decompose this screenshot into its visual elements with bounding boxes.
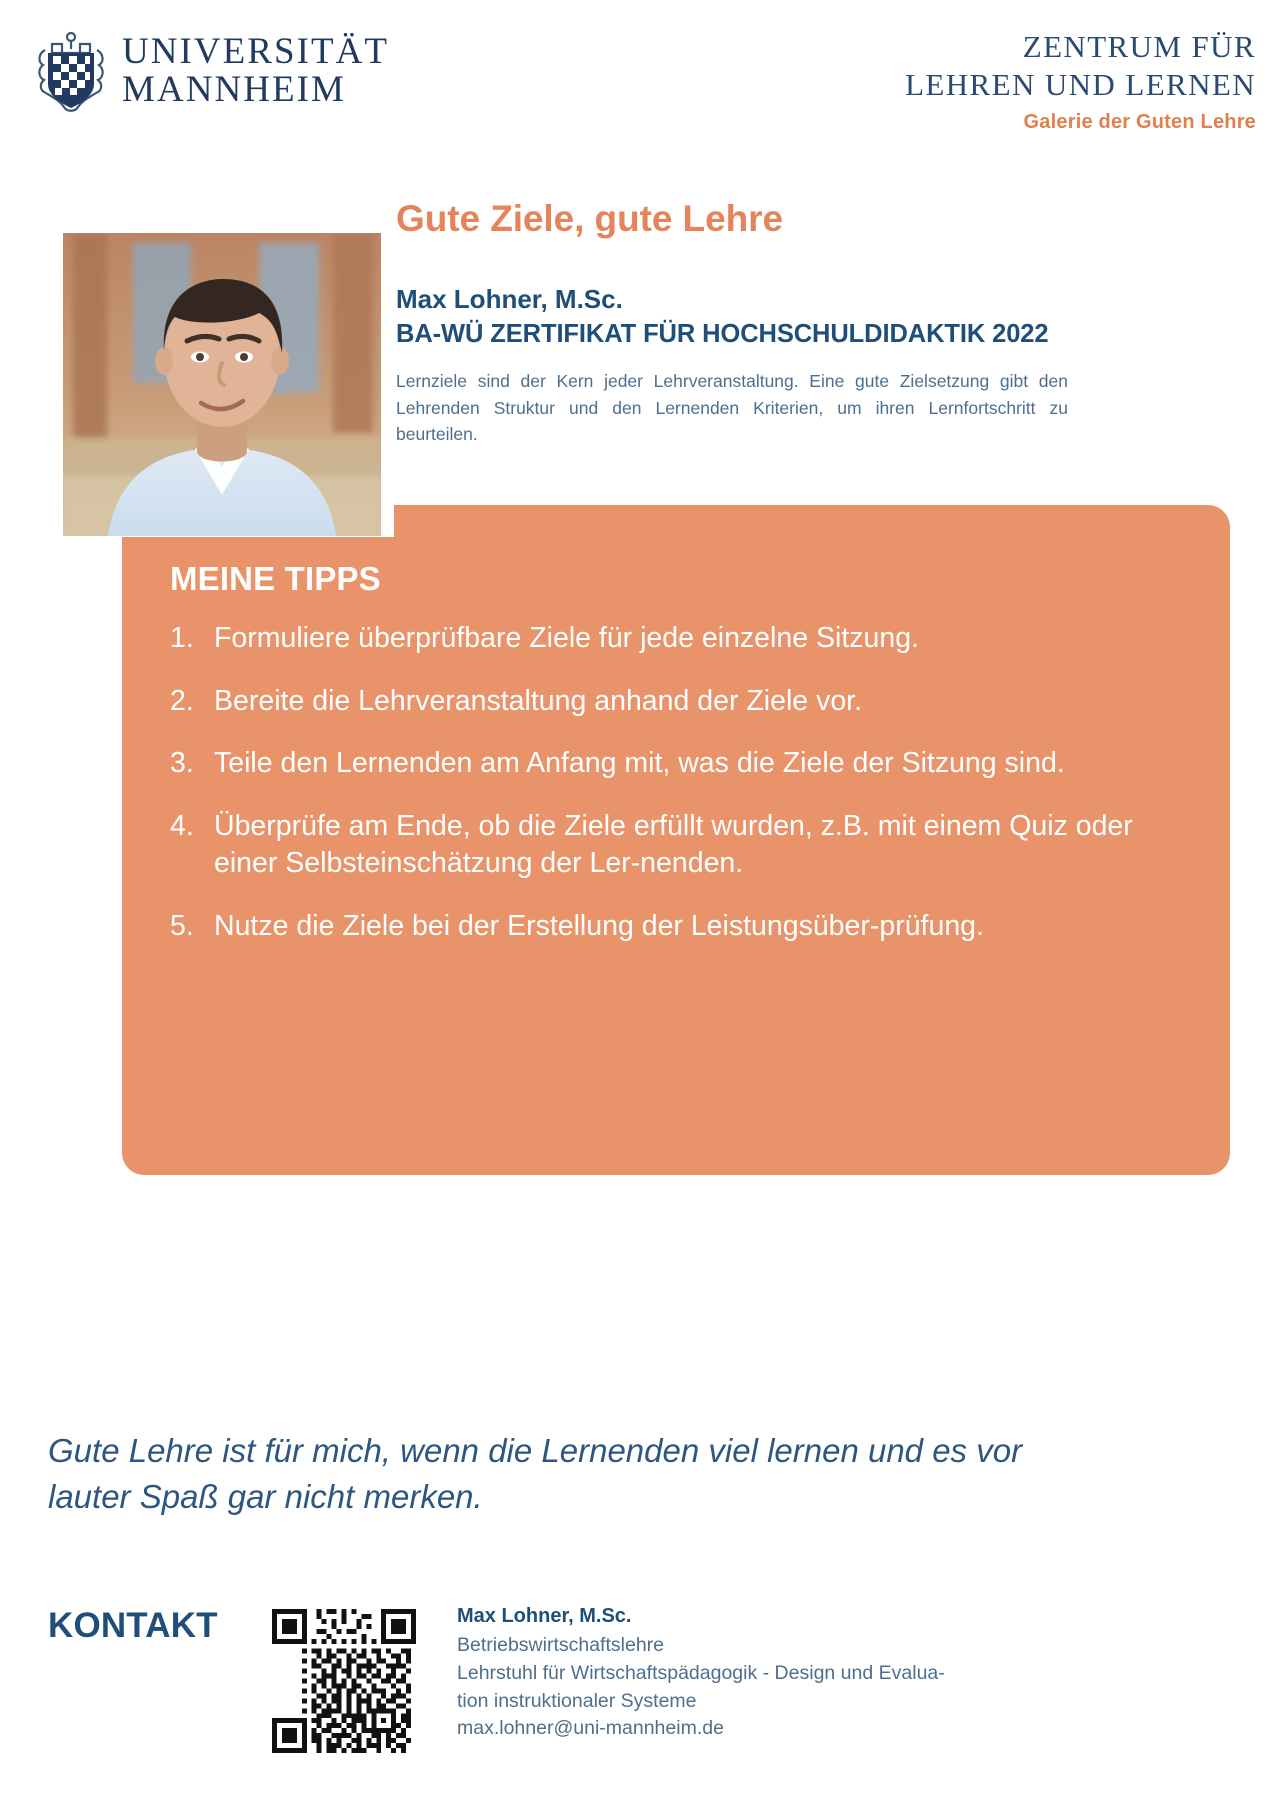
tips-heading: MEINE TIPPS [170, 560, 381, 597]
portrait-photo [63, 233, 381, 536]
contact-name: Max Lohner, M.Sc. [457, 1605, 632, 1627]
tip-text: Bereite die Lehrveranstaltung anhand der Ziele vor. [214, 684, 862, 717]
tip-number: 5. [170, 910, 194, 943]
center-line-2: LEHREN UND LERNEN [905, 66, 1256, 102]
center-branding [905, 28, 1256, 134]
university-logo [34, 28, 389, 114]
university-wordmark [122, 33, 389, 108]
qr-code-icon[interactable] [272, 1609, 416, 1753]
teaching-quote: Gute Lehre ist für mich, wenn die Lernenden viel lernen und es vor lauter Spaß gar nicht merken. [48, 1432, 1023, 1515]
tip-number: 4. [170, 809, 194, 842]
tip-text: Nutze die Ziele bei der Erstellung der Leistungsüber-prüfung. [214, 910, 984, 943]
contact-heading: KONTAKT [48, 1606, 218, 1645]
contact-chair-line-2: tion instruktionaler Systeme [457, 1689, 697, 1712]
tip-text: Formuliere überprüfbare Ziele für jede einzelne Sitzung. [214, 622, 919, 654]
mannheim-crest-icon [34, 28, 108, 114]
contact-email[interactable]: max.lohner@uni-mannheim.de [457, 1717, 724, 1740]
tip-number: 3. [170, 747, 194, 780]
tip-text: Überprüfe am Ende, ob die Ziele erfüllt wurden, z.B. mit einem Quiz oder einer Selbsteinschätzung der Ler-nenden. [214, 809, 1133, 880]
list-item [170, 808, 1190, 883]
list-item [170, 620, 1190, 658]
list-item [170, 745, 1190, 783]
contact-chair-line-1: Lehrstuhl für Wirtschaftspädagogik - Design und Evalua- [457, 1662, 945, 1685]
tips-content [170, 560, 1190, 971]
gallery-subtitle: Galerie der Guten Lehre [1023, 110, 1256, 133]
center-line-1: ZENTRUM FÜR [1022, 29, 1256, 64]
intro-paragraph: Lernziele sind der Kern jeder Lehrveranstaltung. Eine gute Zielsetzung gibt den Lehrenden Struktur und den Lernenden Kriterien, um ihren Lernfortschritt zu beurteilen. [396, 371, 1068, 445]
tip-number: 2. [170, 684, 194, 717]
list-item [170, 908, 1190, 946]
person-name: Max Lohner, M.Sc. [396, 284, 623, 314]
tip-number: 1. [170, 622, 194, 654]
poster-header [0, 0, 1280, 170]
certificate-line: BA-WÜ ZERTIFIKAT FÜR HOCHSCHULDIDAKTIK 2022 [396, 320, 1049, 348]
contact-details [457, 1602, 1157, 1743]
contact-department: Betriebswirtschaftslehre [457, 1634, 664, 1657]
poster-title: Gute Ziele, gute Lehre [396, 198, 783, 239]
tip-text: Teile den Lernenden am Anfang mit, was die Ziele der Sitzung sind. [214, 747, 1065, 780]
university-line-2: MANNHEIM [122, 69, 346, 110]
university-line-1: UNIVERSITÄT [122, 31, 389, 73]
list-item [170, 683, 1190, 721]
